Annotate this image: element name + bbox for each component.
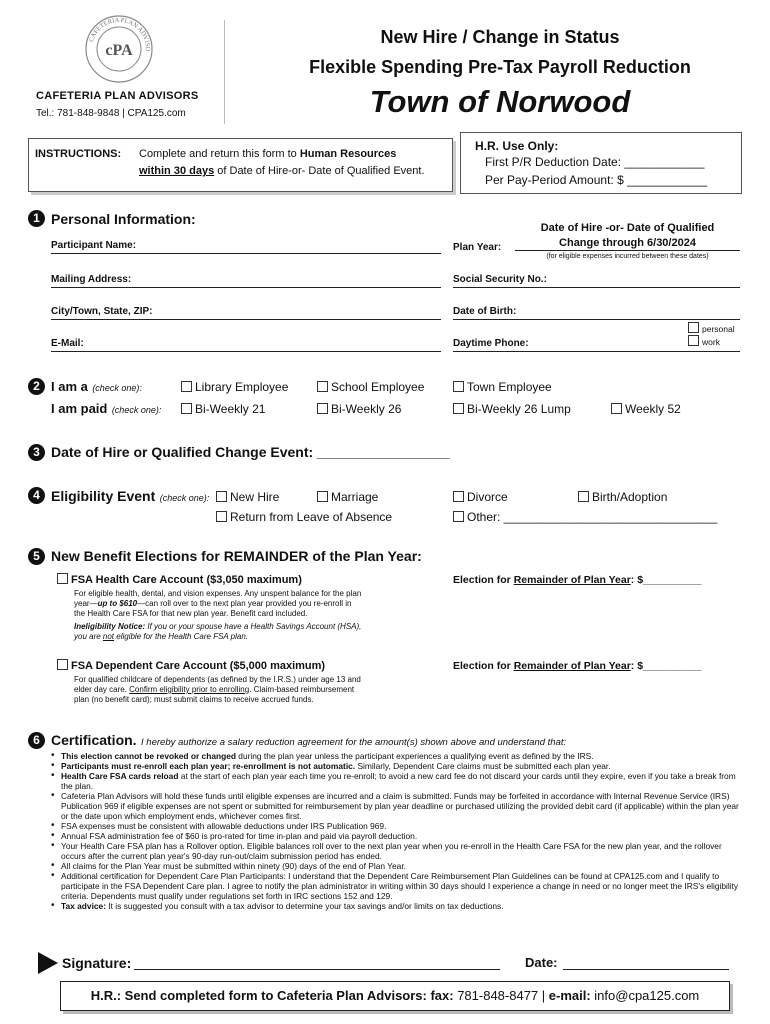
biweekly-21-checkbox[interactable]	[181, 403, 192, 414]
instructions-box	[28, 138, 453, 192]
health-care-election-amount[interactable]: Election for Remainder of Plan Year: $__________	[453, 574, 702, 586]
certification-item: • All claims for the Plan Year must be submitted within ninety (90) days of the end of Plan Year.	[51, 861, 741, 871]
certification-list	[51, 751, 741, 911]
section-6-number: 6	[28, 732, 45, 749]
section-4-number: 4	[28, 487, 45, 504]
form-title-3: Town of Norwood	[369, 84, 631, 119]
health-care-fsa-description: For eligible health, dental, and vision expenses. Any unspent balance for the plan year—up to $610—can roll over to the next plan year provided you re-enroll in the Health Care FSA for that new plan year. Benefit card included. Ineligibility Notice: If you or your spouse have a Health Savings Account (HSA), you are not eligible for the Health Care FSA plan.	[74, 589, 362, 641]
phone-personal-checkbox[interactable]	[688, 322, 699, 333]
dependent-care-fsa-checkbox[interactable]	[57, 659, 68, 670]
signature-field[interactable]	[134, 955, 500, 970]
i-am-paid-label: I am paid (check one):	[51, 401, 162, 416]
divorce-checkbox[interactable]	[453, 491, 464, 502]
plan-year-note: (for eligible expenses incurred between these dates)	[546, 253, 709, 260]
form-title-2: Flexible Spending Pre-Tax Payroll Reduction	[309, 57, 691, 77]
phone-personal-option[interactable]: personal	[688, 322, 735, 334]
option-biweekly-26-lump[interactable]: Bi-Weekly 26 Lump	[453, 402, 571, 416]
hr-title: H.R. Use Only:	[475, 139, 559, 153]
hr-use-box	[460, 132, 742, 194]
school-employee-checkbox[interactable]	[317, 381, 328, 392]
section-5-number: 5	[28, 548, 45, 565]
new-hire-checkbox[interactable]	[216, 491, 227, 502]
section-1-title: Personal Information:	[51, 211, 196, 227]
plan-year-label: Plan Year:	[453, 242, 502, 253]
date-label: Date:	[525, 955, 558, 970]
dob-field[interactable]: Date of Birth:	[453, 306, 740, 320]
footer-email[interactable]: info@cpa125.com	[590, 988, 700, 1003]
signature-label: Signature:	[62, 955, 132, 971]
option-biweekly-21[interactable]: Bi-Weekly 21	[181, 402, 265, 416]
option-birth-adoption[interactable]: Birth/Adoption	[578, 490, 667, 504]
return-from-leave-checkbox[interactable]	[216, 511, 227, 522]
logo	[84, 14, 154, 84]
certification-item: • This election cannot be revoked or changed during the plan year unless the participant experiences a qualifying event as defined by the IRS.	[51, 751, 741, 761]
arrow-right-icon	[38, 952, 58, 974]
daytime-phone-field[interactable]: Daytime Phone:	[453, 338, 740, 352]
biweekly-26-checkbox[interactable]	[317, 403, 328, 414]
option-return-from-leave[interactable]: Return from Leave of Absence	[216, 510, 392, 524]
weekly-52-checkbox[interactable]	[611, 403, 622, 414]
instructions-line1: Complete and return this form to Human Resources	[139, 148, 397, 160]
dependent-care-fsa-option[interactable]: FSA Dependent Care Account ($5,000 maximum)	[57, 659, 325, 672]
phone-work-checkbox[interactable]	[688, 335, 699, 346]
certification-item: • FSA expenses must be consistent with allowable deductions under IRS Publication 969.	[51, 821, 741, 831]
eligibility-event-label: Eligibility Event (check one):	[51, 488, 210, 504]
option-library-employee[interactable]: Library Employee	[181, 380, 288, 394]
birth-adoption-checkbox[interactable]	[578, 491, 589, 502]
certification-item: • Annual FSA administration fee of $60 is pro-rated for time in-plan and paid via payroll deduction.	[51, 831, 741, 841]
ssn-field[interactable]: Social Security No.:	[453, 274, 740, 288]
town-employee-checkbox[interactable]	[453, 381, 464, 392]
instructions-line2: within 30 days of Date of Hire-or- Date of Qualified Event.	[139, 165, 425, 177]
participant-name-field[interactable]: Participant Name:	[51, 240, 441, 254]
hr-pay-period-amount: Per Pay-Period Amount: $ ____________	[485, 173, 708, 187]
certification-item: • Tax advice: It is suggested you consult with a tax advisor to determine your tax savings and/or limits on tax deductions.	[51, 901, 741, 911]
i-am-label: I am a (check one):	[51, 379, 142, 394]
hr-deduction-date: First P/R Deduction Date: ____________	[485, 155, 705, 169]
certification-item: • Cafeteria Plan Advisors will hold these funds until eligible expenses are incurred and a claim is submitted. Funds may be forfeited in accordance with Internal Revenue Service (IRS) Publication 969 if eligible expenses are not spent or submitted for reimbursement by plan year deadline or purchased utilizing the provided debit card (if applicable) within the plan year or the date upon which employment ends, whichever comes first.	[51, 791, 741, 821]
dependent-care-fsa-description: For qualified childcare of dependents (as defined by the I.R.S.) under age 13 and elder day care. Confirm eligibility prior to enrolling. Claim-based reimbursement plan (no benefit card); must submit claims to receive accrued funds.	[74, 675, 361, 704]
header-divider	[224, 20, 225, 124]
company-contact: Tel.: 781-848-9848 | CPA125.com	[36, 108, 186, 119]
footer-box	[60, 981, 730, 1011]
section-2-number: 2	[28, 378, 45, 395]
option-school-employee[interactable]: School Employee	[317, 380, 424, 394]
date-of-hire-field[interactable]: Date of Hire or Qualified Change Event: _________________	[51, 444, 450, 460]
footer-instructions: H.R.: Send completed form to Cafeteria Plan Advisors: fax:	[90, 988, 454, 1003]
other-checkbox[interactable]	[453, 511, 464, 522]
svg-text:CAFETERIA PLAN ADVISORS: CAFETERIA PLAN ADVISO	[88, 16, 152, 52]
option-divorce[interactable]: Divorce	[453, 490, 508, 504]
footer-email-label: e-mail:	[548, 988, 591, 1003]
dependent-care-election-amount[interactable]: Election for Remainder of Plan Year: $__________	[453, 660, 702, 672]
certification-item: • Participants must re-enroll each plan year; re-enrollment is not automatic. Similarly, Dependent Care claims must be submitted each plan year.	[51, 761, 741, 771]
svg-text:cPA: cPA	[105, 42, 133, 59]
option-weekly-52[interactable]: Weekly 52	[611, 402, 681, 416]
option-marriage[interactable]: Marriage	[317, 490, 378, 504]
health-care-fsa-option[interactable]: FSA Health Care Account ($3,050 maximum)	[57, 573, 302, 586]
marriage-checkbox[interactable]	[317, 491, 328, 502]
footer-fax: 781-848-8477 |	[453, 988, 549, 1003]
library-employee-checkbox[interactable]	[181, 381, 192, 392]
section-5-title: New Benefit Elections for REMAINDER of the Plan Year:	[51, 548, 422, 564]
logo-seal-icon	[84, 14, 154, 84]
company-name: CAFETERIA PLAN ADVISORS	[36, 90, 199, 102]
certification-item: • Additional certification for Dependent Care Plan Participants: I understand that the Dependent Care Reimbursement Plan Guidelines can be found at CPA125.com and I qualify to participate in the FSA Dependent Care plan. I agree to notify the plan administrator in writing within 30 days should I experience a change in need or no longer meet the IRS's eligibility criteria. Dependents must qualify under regulations set forth in IRC sections 152 and 129.	[51, 871, 741, 901]
email-field[interactable]: E-Mail:	[51, 338, 441, 352]
option-new-hire[interactable]: New Hire	[216, 490, 279, 504]
section-3-number: 3	[28, 444, 45, 461]
form-title-1: New Hire / Change in Status	[380, 27, 620, 47]
certification-item: • Health Care FSA cards reload at the start of each plan year each time you re-enroll; to avoid a new card fee do not discard your cards until they expire, even if you take a break from the plan.	[51, 771, 741, 791]
biweekly-26-lump-checkbox[interactable]	[453, 403, 464, 414]
plan-year-value-2: Change through 6/30/2024	[515, 237, 740, 251]
option-other[interactable]: Other: ________________________________	[453, 510, 717, 524]
health-care-fsa-checkbox[interactable]	[57, 573, 68, 584]
section-1-number: 1	[28, 210, 45, 227]
option-town-employee[interactable]: Town Employee	[453, 380, 552, 394]
certification-heading: Certification. I hereby authorize a salary reduction agreement for the amount(s) shown above and understand that:	[51, 732, 567, 748]
signature-date-field[interactable]	[563, 955, 729, 970]
phone-work-option[interactable]: work	[688, 335, 720, 347]
city-state-zip-field[interactable]: City/Town, State, ZIP:	[51, 306, 441, 320]
plan-year-value-1: Date of Hire -or- Date of Qualified	[540, 222, 715, 234]
certification-item: • Your Health Care FSA plan has a Rollover option. Eligible balances roll over to the next plan year when you re-enroll in the Health Care FSA for the new plan year, and the rollover occurs after the current plan year's 90-day run-out/claim submission period has ended.	[51, 841, 741, 861]
instructions-label: INSTRUCTIONS:	[35, 148, 122, 160]
mailing-address-field[interactable]: Mailing Address:	[51, 274, 441, 288]
option-biweekly-26[interactable]: Bi-Weekly 26	[317, 402, 401, 416]
